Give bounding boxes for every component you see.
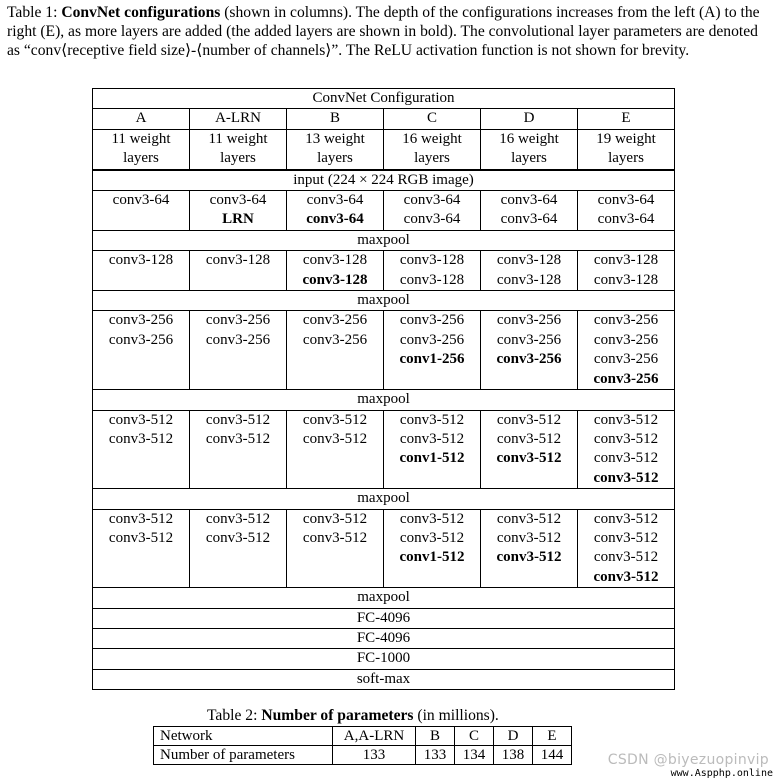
depth-line: 19 weight	[596, 130, 656, 147]
fc-cell: FC-4096	[93, 628, 675, 648]
layer-cell	[287, 410, 384, 489]
layer-cell	[384, 191, 481, 231]
column-name-cell: A	[93, 109, 190, 129]
layer-name: conv3-128	[399, 252, 465, 269]
layer-cell	[481, 509, 578, 588]
depth-cell	[287, 129, 384, 169]
layer-name: conv3-128	[593, 271, 659, 288]
depth-line: 16 weight	[499, 130, 559, 147]
layer-name: conv3-64	[500, 192, 558, 209]
layer-name: conv3-512	[205, 529, 271, 546]
layer-name: conv3-512	[496, 549, 562, 566]
depth-line: layers	[511, 150, 547, 167]
layer-name: conv3-256	[108, 312, 174, 329]
table1-caption-bold: ConvNet configurations	[61, 4, 221, 21]
layer-name: conv3-512	[399, 411, 465, 428]
depth-line: layers	[123, 150, 159, 167]
layer-cell	[578, 251, 675, 291]
table-cell: 134	[455, 746, 494, 765]
layer-name: conv3-512	[593, 450, 659, 467]
layer-name: conv3-512	[496, 529, 562, 546]
layer-name: conv3-64	[403, 192, 461, 209]
layer-name: conv3-256	[593, 331, 659, 348]
layer-name: conv3-512	[399, 430, 465, 447]
table-row	[93, 509, 675, 588]
watermark-site: www.Aspphp.online	[670, 768, 773, 779]
layer-name: conv1-512	[399, 549, 465, 566]
maxpool-cell: maxpool	[93, 588, 675, 608]
layer-cell	[481, 191, 578, 231]
maxpool-cell: maxpool	[93, 291, 675, 311]
table-row	[93, 410, 675, 489]
layer-name: conv3-512	[399, 510, 465, 527]
layer-cell	[93, 251, 190, 291]
layer-name: conv3-512	[108, 510, 174, 527]
layer-cell	[287, 311, 384, 390]
table-row	[93, 649, 675, 669]
parameter-count-table	[153, 726, 572, 765]
depth-line: layers	[220, 150, 256, 167]
layer-name: conv3-512	[205, 411, 271, 428]
layer-name: conv3-256	[399, 331, 465, 348]
layer-name: conv3-512	[496, 450, 562, 467]
table-row	[93, 628, 675, 648]
layer-name: conv3-256	[108, 331, 174, 348]
table-row	[93, 608, 675, 628]
table-cell: E	[533, 727, 572, 746]
maxpool-cell: maxpool	[93, 489, 675, 509]
table-row	[154, 727, 572, 746]
table-cell: Number of parameters	[154, 746, 333, 765]
layer-name: conv3-512	[399, 529, 465, 546]
table-row	[154, 746, 572, 765]
layer-name: conv1-512	[399, 450, 465, 467]
layer-name: conv3-128	[593, 252, 659, 269]
layer-name: conv3-64	[112, 192, 170, 209]
table-cell: C	[455, 727, 494, 746]
table-cell: 133	[333, 746, 416, 765]
column-name-cell: D	[481, 109, 578, 129]
table-row	[93, 251, 675, 291]
column-name-cell: B	[287, 109, 384, 129]
layer-cell	[190, 509, 287, 588]
depth-cell	[190, 129, 287, 169]
table-cell: 133	[416, 746, 455, 765]
layer-cell	[190, 311, 287, 390]
depth-cell	[481, 129, 578, 169]
table-cell: 138	[494, 746, 533, 765]
table-cell: Network	[154, 727, 333, 746]
table-cell: 144	[533, 746, 572, 765]
layer-name: conv3-128	[205, 252, 271, 269]
layer-name: conv3-256	[399, 312, 465, 329]
layer-name: conv3-512	[205, 510, 271, 527]
layer-name: conv3-64	[500, 211, 558, 228]
maxpool-cell: maxpool	[93, 230, 675, 250]
table2-caption	[207, 706, 499, 725]
table-row	[93, 291, 675, 311]
layer-name: conv3-128	[302, 252, 368, 269]
layer-name: conv3-64	[597, 192, 655, 209]
layer-cell	[384, 251, 481, 291]
layer-cell	[481, 251, 578, 291]
layer-name: conv3-256	[496, 312, 562, 329]
table-row	[93, 311, 675, 390]
layer-cell	[93, 410, 190, 489]
layer-name: conv3-128	[399, 271, 465, 288]
convnet-configuration-table	[92, 88, 675, 690]
table-row	[93, 669, 675, 689]
table1-caption	[7, 3, 771, 60]
table-row	[93, 390, 675, 410]
column-name-cell: E	[578, 109, 675, 129]
layer-name: conv3-256	[205, 331, 271, 348]
layer-cell	[287, 251, 384, 291]
layer-name: conv3-512	[108, 430, 174, 447]
layer-name: conv3-64	[306, 211, 364, 228]
layer-name: conv3-512	[593, 469, 659, 486]
table-row	[93, 89, 675, 109]
depth-cell	[93, 129, 190, 169]
layer-name: conv3-256	[593, 312, 659, 329]
depth-line: layers	[317, 150, 353, 167]
depth-line: 11 weight	[111, 130, 171, 147]
layer-name: conv3-512	[302, 510, 368, 527]
input-row-cell: input (224 × 224 RGB image)	[93, 170, 675, 191]
layer-name: conv3-128	[496, 271, 562, 288]
table-row	[93, 170, 675, 191]
depth-line: 11 weight	[208, 130, 268, 147]
table1-caption-rest: (shown in columns). The depth of the configurations increases from the left (A) to the right (E), as more layers are added (the added layers are shown in bold). The convolutional layer parameters are denoted as “conv⟨receptive field size⟩-⟨number of channels⟩”. The ReLU activation function is not shown for brevity.	[7, 4, 760, 59]
layer-name: conv3-256	[593, 351, 659, 368]
layer-name: conv3-512	[593, 411, 659, 428]
maxpool-cell: maxpool	[93, 390, 675, 410]
table2-caption-rest: (in millions).	[413, 707, 499, 724]
table-row	[93, 489, 675, 509]
table-header-title: ConvNet Configuration	[93, 89, 675, 109]
depth-line: 13 weight	[305, 130, 365, 147]
layer-name: conv3-512	[593, 430, 659, 447]
layer-name: conv3-512	[302, 430, 368, 447]
column-name-cell: C	[384, 109, 481, 129]
layer-name: LRN	[222, 211, 254, 228]
layer-cell	[481, 311, 578, 390]
layer-cell	[384, 410, 481, 489]
table2-caption-bold: Number of parameters	[261, 707, 414, 724]
layer-name: conv3-512	[108, 411, 174, 428]
layer-name: conv3-64	[306, 192, 364, 209]
layer-name: conv3-512	[593, 510, 659, 527]
table-row	[93, 191, 675, 231]
layer-cell	[190, 410, 287, 489]
layer-cell	[93, 191, 190, 231]
layer-name: conv3-256	[302, 331, 368, 348]
layer-name: conv3-256	[205, 312, 271, 329]
table-row	[93, 109, 675, 129]
layer-name: conv3-128	[302, 271, 368, 288]
depth-cell	[384, 129, 481, 169]
layer-name: conv3-512	[496, 411, 562, 428]
layer-cell	[287, 191, 384, 231]
layer-name: conv3-512	[593, 549, 659, 566]
layer-name: conv3-512	[496, 430, 562, 447]
layer-name: conv3-64	[403, 211, 461, 228]
layer-cell	[384, 311, 481, 390]
layer-name: conv3-512	[205, 430, 271, 447]
layer-name: conv3-512	[593, 568, 659, 585]
layer-name: conv3-64	[597, 211, 655, 228]
fc-cell: FC-4096	[93, 608, 675, 628]
depth-cell	[578, 129, 675, 169]
layer-cell	[93, 311, 190, 390]
layer-name: conv3-512	[108, 529, 174, 546]
table2-caption-prefix: Table 2:	[207, 707, 262, 724]
layer-name: conv3-256	[496, 331, 562, 348]
layer-cell	[578, 311, 675, 390]
layer-cell	[578, 410, 675, 489]
table-cell: D	[494, 727, 533, 746]
depth-line: 16 weight	[402, 130, 462, 147]
table-row	[93, 588, 675, 608]
softmax-cell: soft-max	[93, 669, 675, 689]
watermark-text: CSDN @biyezuopinvip	[607, 752, 769, 768]
layer-name: conv3-128	[108, 252, 174, 269]
table-row	[93, 230, 675, 250]
layer-name: conv3-256	[302, 312, 368, 329]
layer-name: conv1-256	[399, 351, 465, 368]
table-cell: A,A-LRN	[333, 727, 416, 746]
layer-name: conv3-512	[302, 529, 368, 546]
layer-name: conv3-512	[593, 529, 659, 546]
table-row	[93, 129, 675, 169]
layer-name: conv3-256	[593, 370, 659, 387]
layer-cell	[287, 509, 384, 588]
layer-cell	[578, 509, 675, 588]
layer-cell	[384, 509, 481, 588]
fc-cell: FC-1000	[93, 649, 675, 669]
layer-name: conv3-64	[209, 192, 267, 209]
layer-cell	[93, 509, 190, 588]
layer-name: conv3-512	[496, 510, 562, 527]
depth-line: layers	[608, 150, 644, 167]
column-name-cell: A-LRN	[190, 109, 287, 129]
layer-cell	[190, 191, 287, 231]
layer-name: conv3-512	[302, 411, 368, 428]
layer-cell	[190, 251, 287, 291]
table-cell: B	[416, 727, 455, 746]
table1-caption-prefix: Table 1:	[7, 4, 62, 21]
layer-cell	[481, 410, 578, 489]
layer-cell	[578, 191, 675, 231]
depth-line: layers	[414, 150, 450, 167]
layer-name: conv3-128	[496, 252, 562, 269]
layer-name: conv3-256	[496, 351, 562, 368]
